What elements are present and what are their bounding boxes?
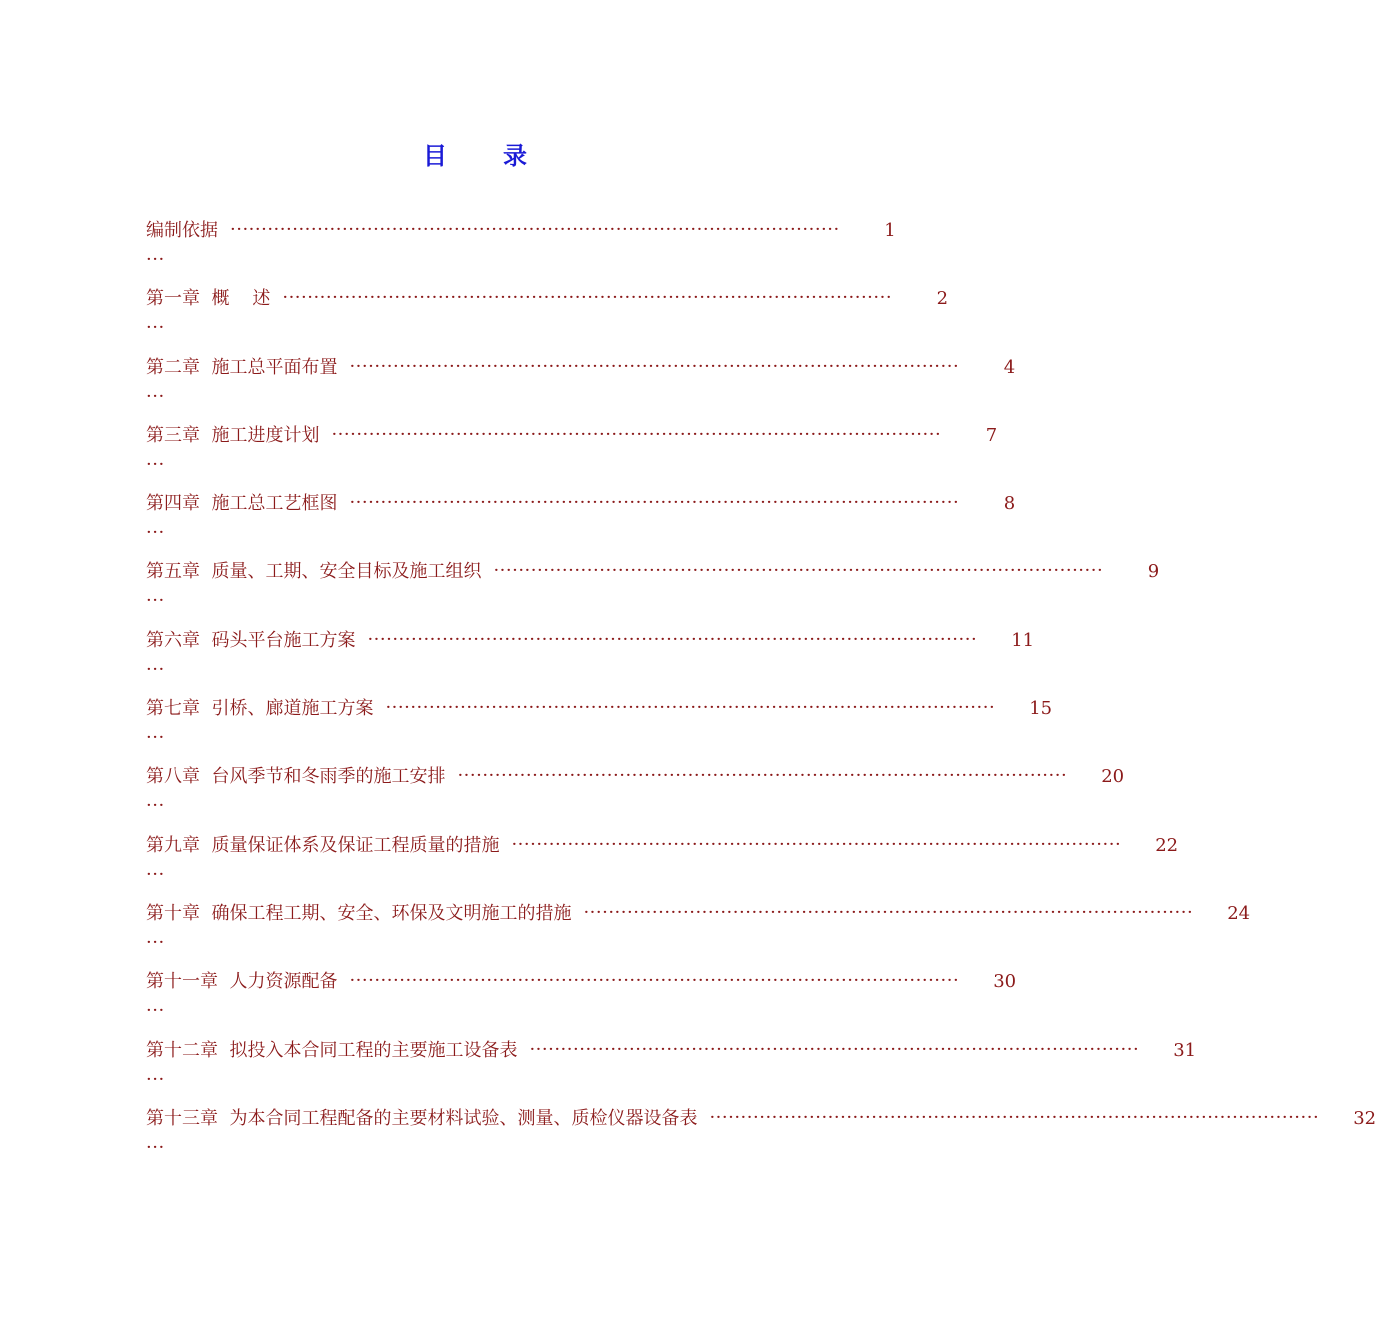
toc-entry-label: 第四章 施工总工艺框图 — [146, 493, 338, 515]
toc-wrap-dots: ··· — [146, 727, 165, 749]
toc-entry[interactable] — [146, 557, 1160, 625]
toc-wrap-dots: ··· — [146, 522, 165, 544]
toc-wrap-dots: ··· — [146, 590, 165, 612]
toc-entry-page: 22 — [1155, 834, 1179, 856]
toc-entry[interactable] — [146, 626, 1035, 694]
toc-entry-page: 24 — [1227, 902, 1251, 924]
toc-entry[interactable] — [146, 421, 998, 489]
toc-leader-dots: ·································································································· — [349, 355, 960, 377]
toc-leader-dots: ·································································································· — [230, 219, 840, 240]
toc-entry[interactable] — [146, 694, 1053, 762]
toc-leader-dots: ·································································································· — [511, 833, 1122, 855]
toc-wrap-dots: ··· — [146, 1000, 165, 1022]
toc-wrap-dots: ··· — [146, 931, 165, 953]
toc-entry-page: 11 — [1011, 629, 1035, 651]
toc-leader-dots: ·································································································· — [367, 628, 978, 650]
toc-entry-label: 第一章 概 述 — [146, 288, 271, 310]
toc-wrap-dots: ··· — [146, 658, 165, 680]
toc-entry-label: 第七章 引桥、廊道施工方案 — [146, 698, 374, 720]
toc-leader-dots: ·································································································· — [583, 901, 1194, 923]
table-of-contents — [146, 216, 1376, 1172]
toc-entry-label: 第二章 施工总平面布置 — [146, 356, 338, 378]
toc-entry[interactable] — [146, 216, 896, 284]
toc-wrap-dots: ··· — [146, 1136, 165, 1158]
toc-entry[interactable] — [146, 1104, 1376, 1172]
toc-entry[interactable] — [146, 899, 1251, 967]
toc-entry-page: 1 — [884, 220, 896, 241]
toc-leader-dots: ·································································································· — [493, 560, 1104, 582]
toc-entry-label: 第十三章 为本合同工程配备的主要材料试验、测量、质检仪器设备表 — [146, 1107, 698, 1129]
toc-entry-label: 第五章 质量、工期、安全目标及施工组织 — [146, 561, 482, 583]
toc-entry-page: 32 — [1353, 1107, 1376, 1129]
toc-wrap-dots: ··· — [146, 863, 165, 885]
toc-entry[interactable] — [146, 1036, 1197, 1104]
toc-leader-dots: ·································································································· — [385, 697, 996, 719]
toc-leader-dots: ·································································································· — [457, 765, 1068, 787]
toc-wrap-dots: ··· — [146, 385, 165, 407]
toc-leader-dots: ·································································································· — [349, 970, 960, 992]
toc-leader-dots: ·································································································· — [529, 1038, 1140, 1060]
toc-leader-dots: ·································································································· — [331, 423, 942, 445]
toc-wrap-dots: ··· — [146, 795, 165, 817]
toc-entry-page: 20 — [1101, 766, 1125, 788]
toc-entry[interactable] — [146, 967, 1017, 1035]
toc-wrap-dots: ··· — [146, 249, 165, 270]
toc-leader-dots: ·································································································· — [282, 287, 893, 309]
toc-entry-label: 第十二章 拟投入本合同工程的主要施工设备表 — [146, 1039, 518, 1061]
toc-entry-label: 第十一章 人力资源配备 — [146, 971, 338, 993]
toc-wrap-dots: ··· — [146, 453, 165, 475]
toc-entry[interactable] — [146, 284, 949, 352]
toc-entry-page: 7 — [985, 424, 998, 446]
toc-entry-label: 第八章 台风季节和冬雨季的施工安排 — [146, 766, 446, 788]
toc-entry-label: 编制依据 — [146, 220, 218, 241]
toc-leader-dots: ·································································································· — [349, 492, 960, 514]
toc-entry-label: 第三章 施工进度计划 — [146, 424, 320, 446]
toc-entry-label: 第六章 码头平台施工方案 — [146, 629, 356, 651]
toc-entry-page: 8 — [1003, 493, 1016, 515]
title-char-2: 录 — [503, 141, 527, 170]
title-char-1: 目 — [423, 141, 447, 170]
toc-wrap-dots: ··· — [146, 1068, 165, 1090]
toc-entry-page: 30 — [993, 971, 1017, 993]
toc-entry-page: 9 — [1147, 561, 1160, 583]
toc-entry-page: 15 — [1029, 698, 1053, 720]
toc-leader-dots: ·································································································· — [709, 1106, 1320, 1128]
toc-entry-page: 2 — [936, 288, 949, 310]
page-title — [0, 136, 950, 171]
toc-entry[interactable] — [146, 353, 1016, 421]
toc-wrap-dots: ··· — [146, 317, 165, 339]
toc-entry-page: 4 — [1003, 356, 1016, 378]
toc-entry-page: 31 — [1173, 1039, 1197, 1061]
toc-entry-label: 第九章 质量保证体系及保证工程质量的措施 — [146, 834, 500, 856]
toc-entry[interactable] — [146, 831, 1179, 899]
toc-entry[interactable] — [146, 489, 1016, 557]
toc-entry[interactable] — [146, 762, 1125, 830]
toc-entry-label: 第十章 确保工程工期、安全、环保及文明施工的措施 — [146, 902, 572, 924]
